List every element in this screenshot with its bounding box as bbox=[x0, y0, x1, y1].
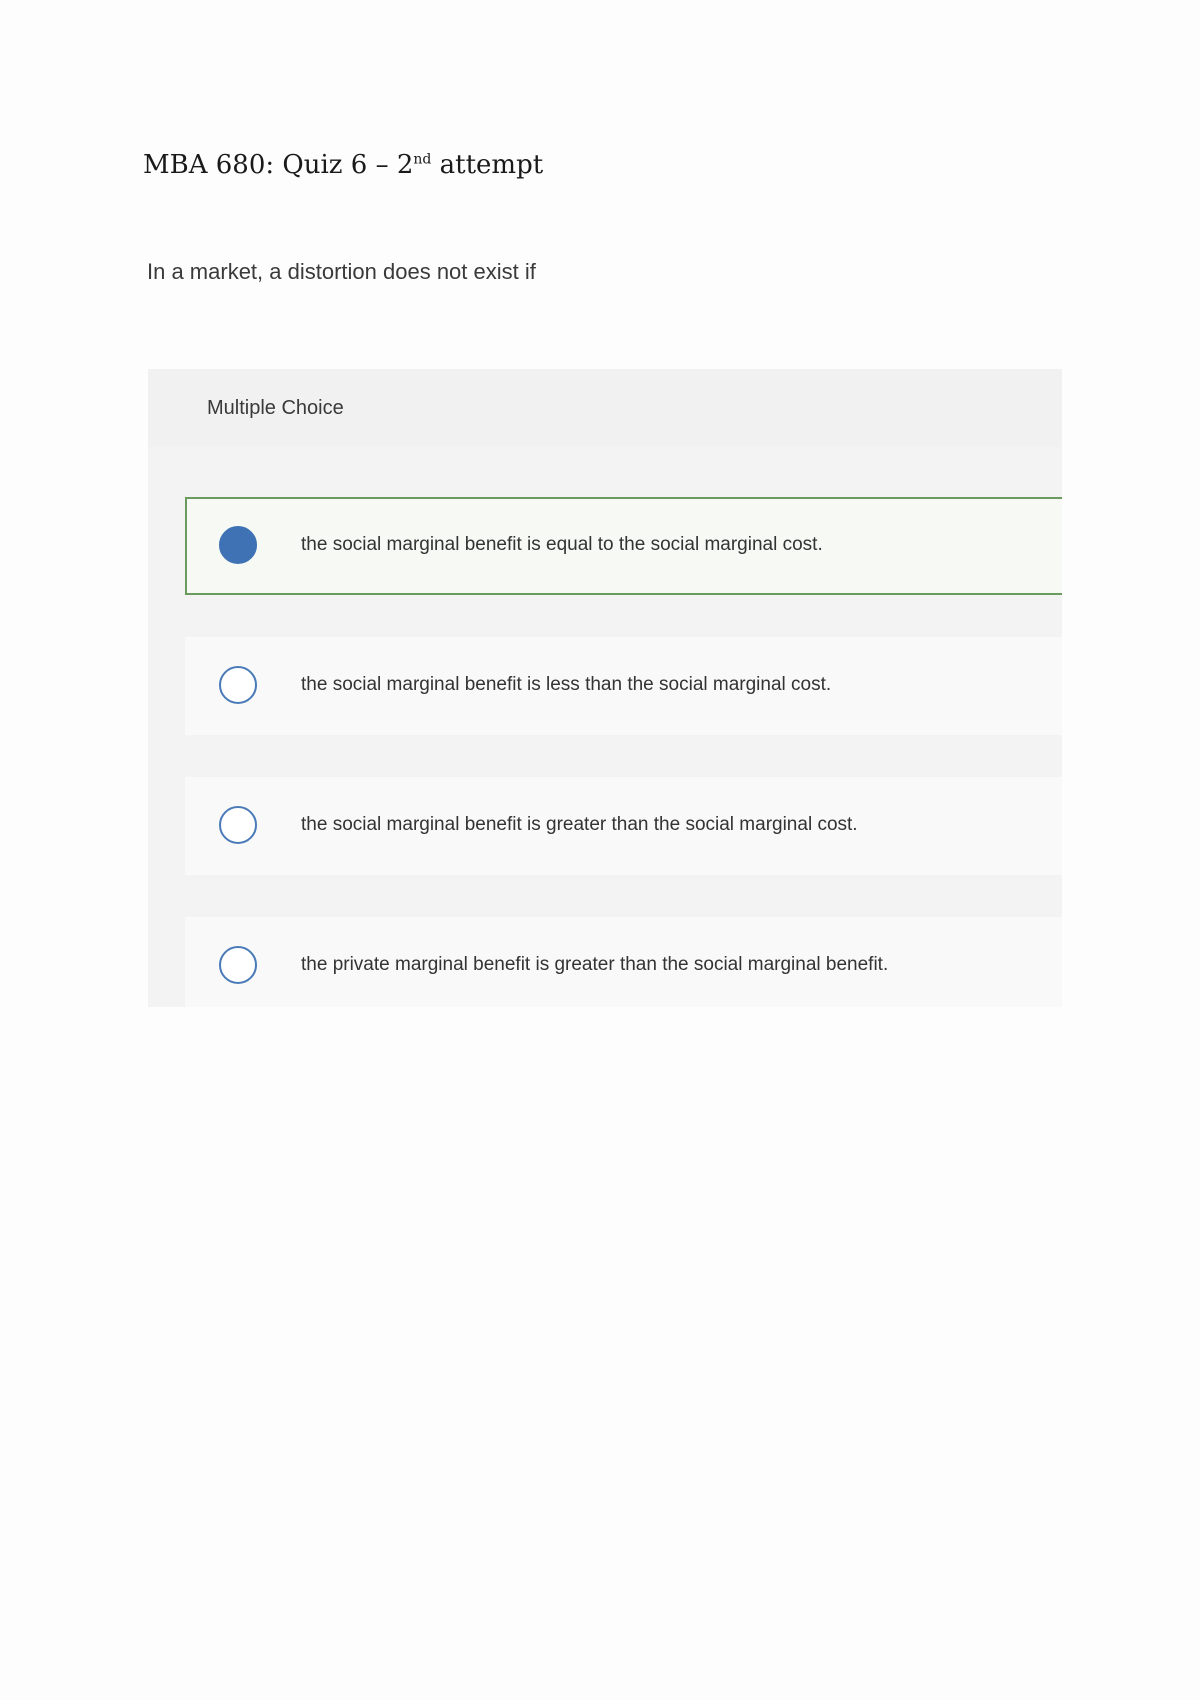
title-text: MBA 680: Quiz 6 – 2 bbox=[143, 150, 414, 180]
answer-option-1[interactable] bbox=[185, 497, 1062, 595]
title-superscript: nd bbox=[413, 151, 432, 168]
question-type-header bbox=[148, 369, 1062, 447]
answer-option-2[interactable] bbox=[185, 637, 1062, 735]
answer-option-4[interactable] bbox=[185, 917, 1062, 1007]
question-type-label: Multiple Choice bbox=[207, 397, 344, 419]
radio-unselected-icon[interactable] bbox=[219, 946, 257, 984]
radio-unselected-icon[interactable] bbox=[219, 666, 257, 704]
radio-selected-icon[interactable] bbox=[219, 526, 257, 564]
document-title bbox=[143, 150, 543, 180]
question-prompt: In a market, a distortion does not exist if bbox=[147, 259, 536, 284]
answer-option-text: the social marginal benefit is greater than the social marginal cost. bbox=[301, 814, 858, 835]
title-suffix: attempt bbox=[431, 150, 544, 180]
answer-option-3[interactable] bbox=[185, 777, 1062, 875]
answer-option-text: the social marginal benefit is less than the social marginal cost. bbox=[301, 674, 832, 695]
radio-unselected-icon[interactable] bbox=[219, 806, 257, 844]
answer-option-text: the private marginal benefit is greater than the social marginal benefit. bbox=[301, 954, 889, 975]
multiple-choice-panel bbox=[148, 369, 1062, 1007]
answer-option-text: the social marginal benefit is equal to the social marginal cost. bbox=[301, 534, 823, 555]
